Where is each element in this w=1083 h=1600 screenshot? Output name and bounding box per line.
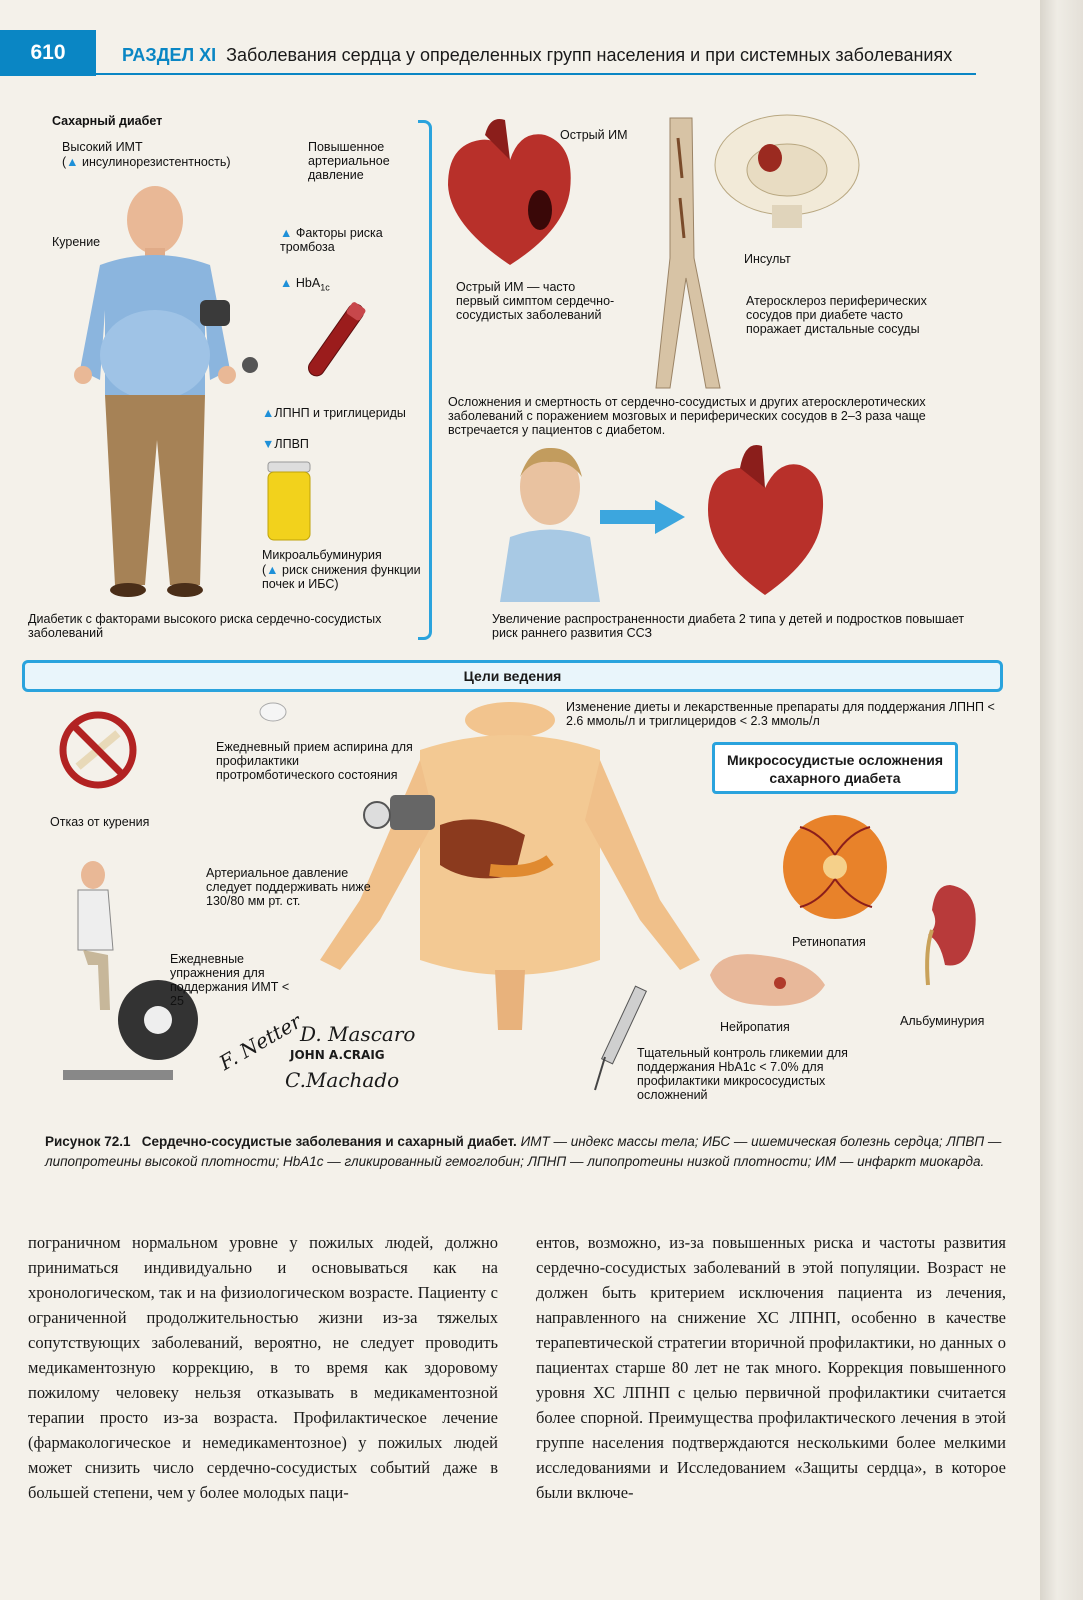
acute-mi-label: Острый ИМ — [560, 128, 628, 142]
foot-illustration — [700, 945, 830, 1015]
high-bmi-label: Высокий ИМТ — [62, 140, 143, 154]
heart-mi-illustration — [440, 115, 580, 275]
retina-illustration — [780, 812, 890, 922]
caption-title: Сердечно-сосудистые заболевания и сахарный диабет. — [141, 1134, 517, 1149]
craig-signature: JOHN A.CRAIG — [290, 1048, 385, 1062]
up-arrow-icon: ▲ — [66, 155, 79, 169]
aspirin-label: Ежедневный прием аспирина для профилактики протромботического состояния — [216, 740, 413, 782]
down-arrow-icon: ▼ — [262, 437, 275, 451]
hba1c-label: ▲ HbA$_{1c}$ — [280, 276, 330, 293]
atherosclerosis-label: Атеросклероз периферических сосудов при диабете часто поражает дистальные сосуды — [746, 294, 927, 336]
no-smoking-label: Отказ от курения — [50, 815, 150, 829]
mascaro-signature: D. Mascaro — [300, 1022, 416, 1046]
microalb-label: Микроальбуминурия — [262, 548, 382, 562]
body-right-text: ентов, возможно, из-за повышенных риска и частоты развития сердечно-сосудистых заболеваний в этой популяции. Возраст не должен быть критерием исключения пациента из лечения, направленного на снижение ХС ЛПНП, особенно в качестве терапевтической стратегии вторичной профилактики, но данных о пациентах старше 80 лет не так много. Коррекция повышенного уровня ХС ЛПНП с целью первичной профилактики считается более спорной. Преимущества профилактического лечения в этой группе населения подтверждаются несколькими более мелкими исследованиями и Исследованием «Защиты сердца», в которое были включе- — [536, 1233, 1006, 1502]
mortality-text: Осложнения и смертность от сердечно-сосудистых и других атеросклеротических заболеваний с поражением мозговых и периферических сосудов в 2–3 раза чаще встречается у пациентов с диабетом. — [448, 395, 926, 437]
thrombosis-label: ▲ Факторы риска тромбоза — [280, 226, 383, 254]
microalb-risk-label: (▲ риск снижения функции почек и ИБС) — [262, 563, 421, 591]
stroke-label: Инсульт — [744, 252, 791, 266]
brain-stroke-illustration — [712, 110, 862, 230]
caption-text: ИМТ — индекс массы тела; ИБС — ишемическая болезнь сердца; ЛПВП — липопротеины высокой плотности; HbA1c — гликированный гемоглобин; ЛПНП — липопротеины низкой плотности; ИМ — инфаркт миокарда. — [45, 1134, 1002, 1169]
insulin-label: (▲ инсулинорезистентность) — [62, 155, 231, 169]
diabetic-footer: Диабетик с факторами высокого риска сердечно-сосудистых заболеваний — [28, 612, 382, 640]
netter-signature: F. Netter — [215, 1009, 306, 1075]
neuropathy-label: Нейропатия — [720, 1020, 790, 1034]
body-column-left — [28, 1230, 498, 1505]
section-header — [122, 45, 952, 66]
no-smoking-icon — [58, 710, 138, 790]
blood-tube-icon — [300, 298, 370, 388]
kidney-illustration — [910, 880, 980, 990]
machado-signature: C.Machado — [285, 1068, 400, 1092]
smoking-label: Курение — [52, 235, 101, 249]
figure-bracket-top — [418, 120, 432, 640]
bp-target-label: Артериальное давление следует поддерживать ниже 130/80 мм рт. ст. — [206, 866, 371, 908]
heart-illustration — [700, 440, 830, 600]
section-title: Заболевания сердца у определенных групп населения и при системных заболеваниях — [226, 45, 953, 65]
diabetic-man-illustration — [60, 180, 250, 600]
diabetes-heading: Сахарный диабет — [52, 114, 163, 128]
retinopathy-label: Ретинопатия — [792, 935, 866, 949]
up-arrow-icon: ▲ — [280, 226, 293, 240]
body-column-right — [536, 1230, 1006, 1505]
goals-banner: Цели ведения — [22, 660, 1003, 692]
hdl-label: ▼ЛПВП — [262, 437, 309, 451]
ldl-label: ▲ЛПНП и триглицериды — [262, 406, 406, 420]
child-illustration — [490, 442, 610, 602]
glycemia-label: Тщательный контроль гликемии для поддержания HbA1c < 7.0% для профилактики микрососудистых осложнений — [637, 1046, 848, 1102]
microvascular-box: Микрососудистые осложнения сахарного диабета — [712, 742, 958, 794]
diet-label: Изменение диеты и лекарственные препараты для поддержания ЛПНП < 2.6 ммоль/л и триглицеридов < 2.3 ммоль/л — [566, 700, 995, 728]
figure-caption — [45, 1132, 1005, 1172]
albuminuria-label: Альбуминурия — [900, 1014, 985, 1028]
page-number: 610 — [0, 30, 96, 76]
body-left-text: пограничном нормальном уровне у пожилых людей, должно приниматься индивидуально и основываться как на хронологическом, так и на физиологическом возрасте. Пациенту с ограниченной продолжительностью жизни из-за тяжелых сопутствующих заболеваний, вероятно, не следует проводить медикаментозную коррекцию, в то время как здоровому пожилому человеку нельзя отказывать в медикаментозной терапии просто из-за возраста. Профилактическое лечение (фармакологическое и немедикаментозное) у пожилых людей может снизить число сердечно-сосудистых событий даже в большей степени, чем у более молодых паци- — [28, 1233, 498, 1502]
section-number: РАЗДЕЛ XI — [122, 45, 217, 65]
up-arrow-icon: ▲ — [262, 406, 275, 420]
caption-label: Рисунок 72.1 — [45, 1134, 131, 1149]
children-text: Увеличение распространенности диабета 2 типа у детей и подростков повышает риск раннего развития ССЗ — [492, 612, 965, 640]
right-arrow-icon — [600, 500, 685, 534]
aspirin-icon — [258, 700, 288, 724]
bp-gauge-icon — [362, 800, 392, 830]
up-arrow-icon: ▲ — [280, 276, 293, 290]
next-page-edge — [1040, 0, 1083, 1600]
urine-sample-icon — [264, 462, 314, 542]
up-arrow-icon: ▲ — [266, 563, 279, 577]
acute-mi-note: Острый ИМ — часто первый симптом сердечно-сосудистых заболеваний — [456, 280, 615, 322]
header-rule — [96, 73, 976, 75]
bp-label: Повышенное артериальное давление — [308, 140, 390, 182]
exercise-label: Ежедневные упражнения для поддержания ИМТ < 25 — [170, 952, 290, 1008]
